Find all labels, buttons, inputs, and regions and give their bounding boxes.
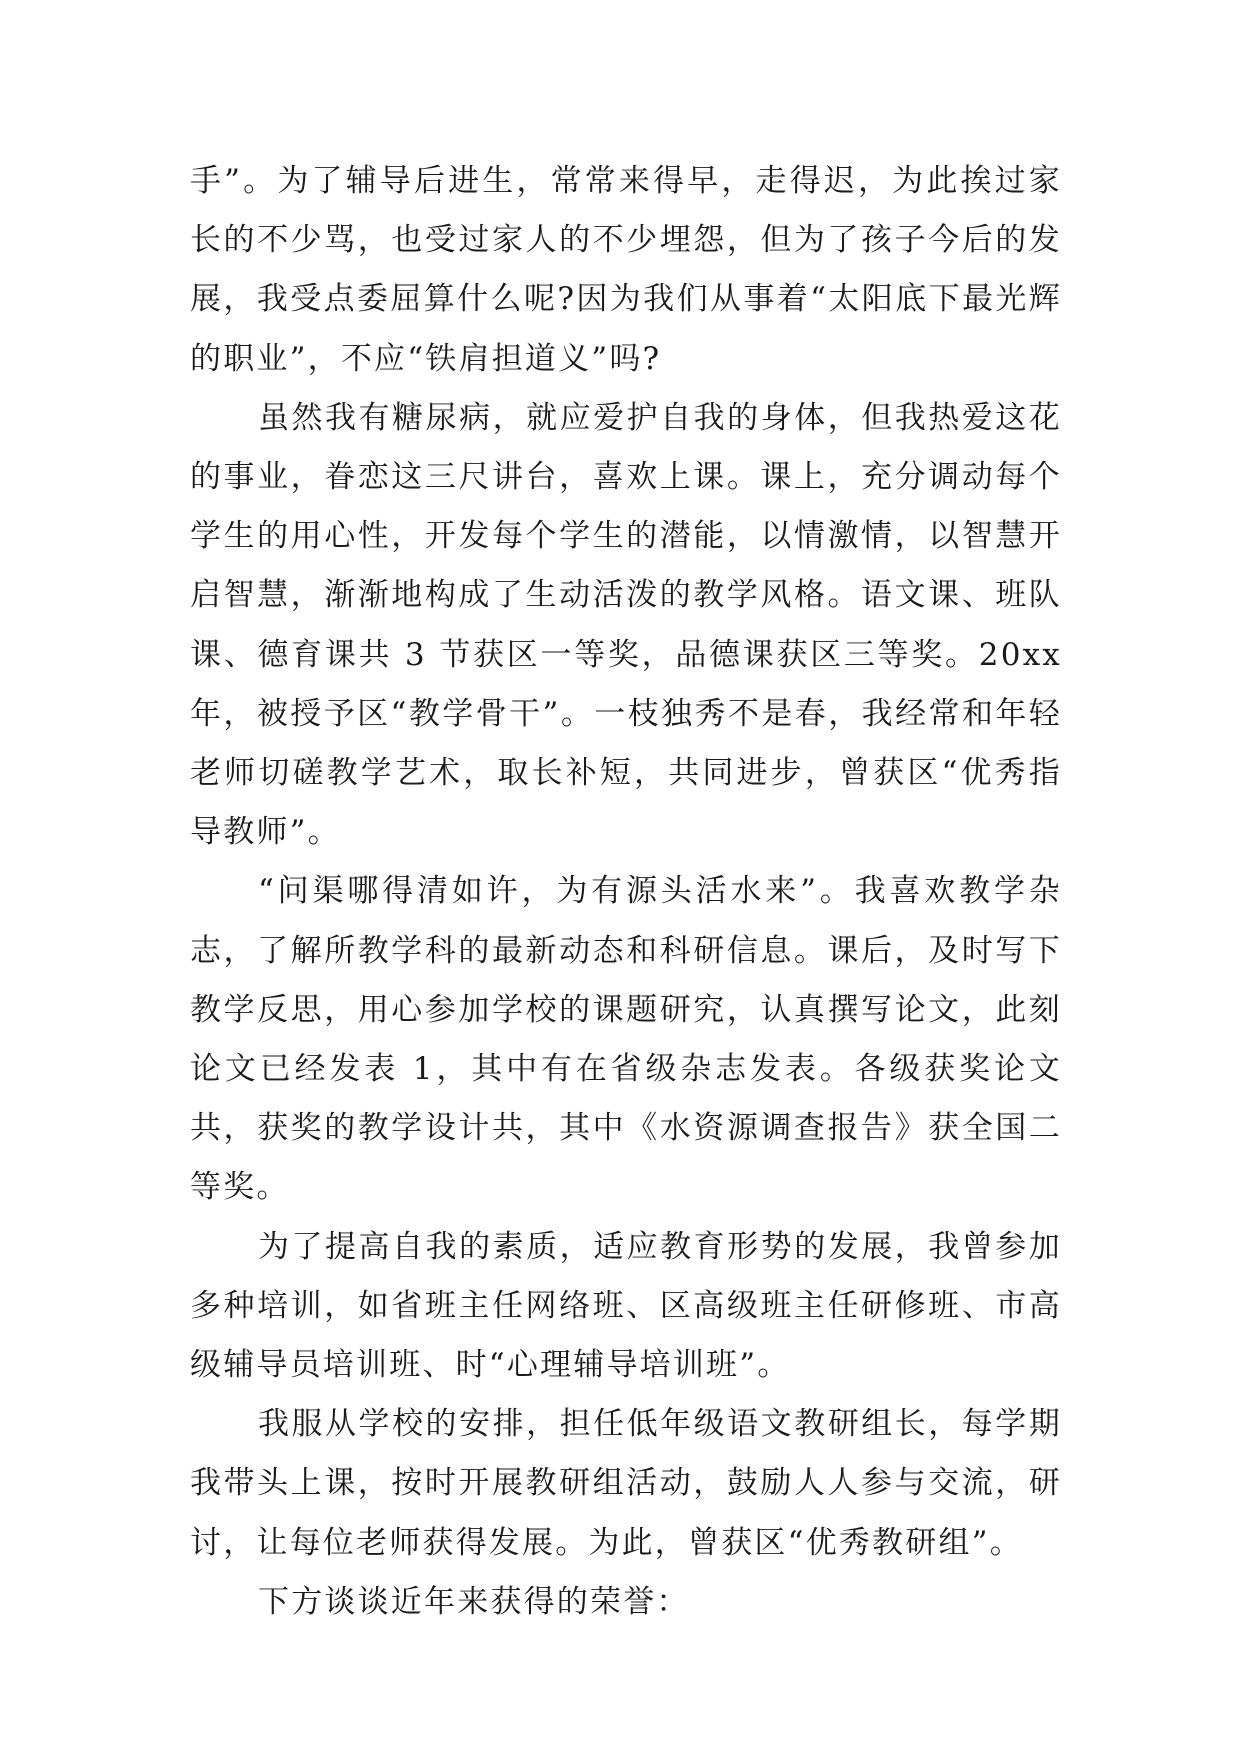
paragraph-6: 下方谈谈近年来获得的荣誉： [258,1583,690,1620]
paragraph-2: 虽然我有糖尿病，就应爱护自我的身体，但我热爱这花的事业，眷恋这三尺讲台，喜欢上课。课上，充分调动每个学生的用心性，开发每个学生的潜能，以情激情，以智慧开启智慧，渐渐地构成了生动活泼的教学风格。语文课、班队课、德育课共 3 节获区一等奖，品德课获区三等奖。20xx 年，被授予区“教学骨干”。一枝独秀不是春，我经常和年轻老师切磋教学艺术，取长补短，共同进步，曾获区“优秀指导教师”。 [190,399,1062,851]
document-body [190,152,1062,1632]
paragraph-1: 手”。为了辅导后进生，常常来得早，走得迟，为此挨过家长的不少骂，也受过家人的不少埋怨，但为了孩子今后的发展，我受点委屈算什么呢?因为我们从事着“太阳底下最光辉的职业”，不应“铁肩担道义”吗? [190,163,1062,377]
paragraph-5: 我服从学校的安排，担任低年级语文教研组长，每学期我带头上课，按时开展教研组活动，鼓励人人参与交流，研讨，让每位老师获得发展。为此，曾获区“优秀教研组”。 [190,1406,1062,1561]
paragraph-4: 为了提高自我的素质，适应教育形势的发展，我曾参加多种培训，如省班主任网络班、区高级班主任研修班、市高级辅导员培训班、时“心理辅导培训班”。 [190,1228,1062,1384]
paragraph-3: “问渠哪得清如许，为有源头活水来”。我喜欢教学杂志，了解所教学科的最新动态和科研信息。课后，及时写下教学反思，用心参加学校的课题研究，认真撰写论文，此刻论文已经发表 1，其中有在省级杂志发表。各级获奖论文共，获奖的教学设计共，其中《水资源调查报告》获全国二等奖。 [190,873,1062,1206]
